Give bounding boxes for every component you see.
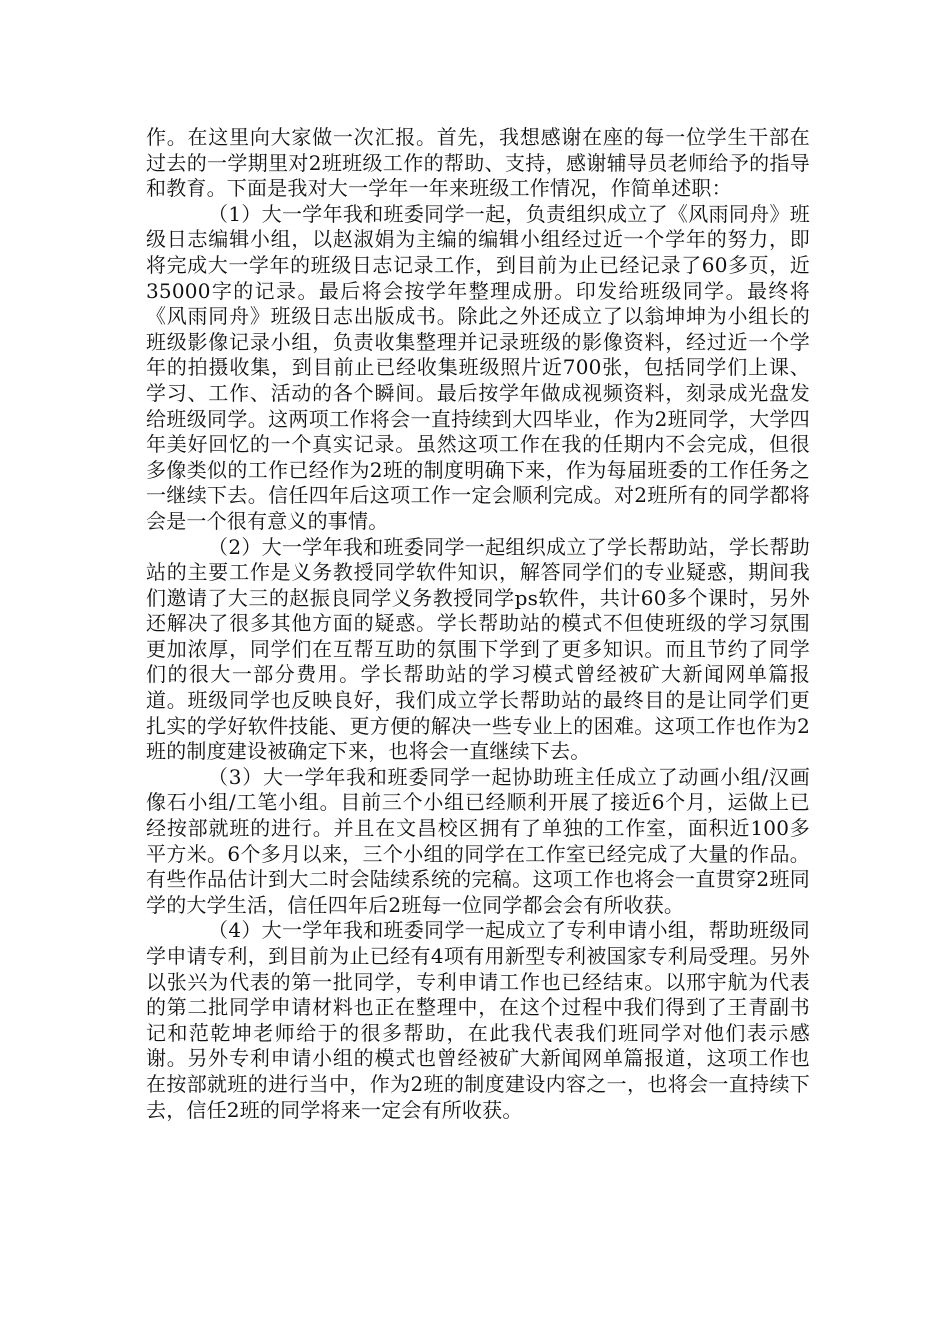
paragraph-item-3: （3）大一学年我和班委同学一起协助班主任成立了动画小组/汉画像石小组/工笔小组。目前三个小组已经顺利开展了接近6个月，运做上已经按部就班的进行。并且在文昌校区拥有了单独的工作室，面积近100多平方米。6个多月以来，三个小组的同学在工作室已经完成了大量的作品。有些作品估计到大二时会陆续系统的完稿。这项工作也将会一直贯穿2班同学的大学生活，信任四年后2班每一位同学都会会有所收获。 [146, 764, 810, 917]
document-body [146, 125, 810, 1123]
paragraph-item-2: （2）大一学年我和班委同学一起组织成立了学长帮助站，学长帮助站的主要工作是义务教授同学软件知识，解答同学们的专业疑惑，期间我们邀请了大三的赵振良同学义务教授同学ps软件，共计60多个课时，另外还解决了很多其他方面的疑惑。学长帮助站的模式不但使班级的学习氛围更加浓厚，同学们在互帮互助的氛围下学到了更多知识。而且节约了同学们的很大一部分费用。学长帮助站的学习模式曾经被矿大新闻网单篇报道。班级同学也反映良好，我们成立学长帮助站的最终目的是让同学们更扎实的学好软件技能、更方便的解决一些专业上的困难。这项工作也作为2班的制度建设被确定下来，也将会一直继续下去。 [146, 534, 810, 764]
paragraph-item-1: （1）大一学年我和班委同学一起，负责组织成立了《风雨同舟》班级日志编辑小组，以赵淑娟为主编的编辑小组经过近一个学年的努力，即将完成大一学年的班级日志记录工作，到目前为止已经记录了60多页，近35000字的记录。最后将会按学年整理成册。印发给班级同学。最终将《风雨同舟》班级日志出版成书。除此之外还成立了以翁坤坤为小组长的班级影像记录小组，负责收集整理并记录班级的影像资料，经过近一个学年的拍摄收集，到目前止已经收集班级照片近700张，包括同学们上课、学习、工作、活动的各个瞬间。最后按学年做成视频资料，刻录成光盘发给班级同学。这两项工作将会一直持续到大四毕业，作为2班同学，大学四年美好回忆的一个真实记录。虽然这项工作在我的任期内不会完成，但很多像类似的工作已经作为2班的制度明确下来，作为每届班委的工作任务之一继续下去。信任四年后这项工作一定会顺利完成。对2班所有的同学都将会是一个很有意义的事情。 [146, 201, 810, 533]
paragraph-item-4: （4）大一学年我和班委同学一起成立了专利申请小组，帮助班级同学申请专利，到目前为止已经有4项有用新型专利被国家专利局受理。另外以张兴为代表的第一批同学，专利申请工作也已经结束。以邢宇航为代表的第二批同学申请材料也正在整理中，在这个过程中我们得到了王青副书记和范乾坤老师给于的很多帮助，在此我代表我们班同学对他们表示感谢。另外专利申请小组的模式也曾经被矿大新闻网单篇报道，这项工作也在按部就班的进行当中，作为2班的制度建设内容之一，也将会一直持续下去，信任2班的同学将来一定会有所收获。 [146, 918, 810, 1122]
paragraph-intro: 作。在这里向大家做一次汇报。首先，我想感谢在座的每一位学生干部在过去的一学期里对2班班级工作的帮助、支持，感谢辅导员老师给予的指导和教育。下面是我对大一学年一年来班级工作情况，作简单述职： [146, 125, 810, 201]
